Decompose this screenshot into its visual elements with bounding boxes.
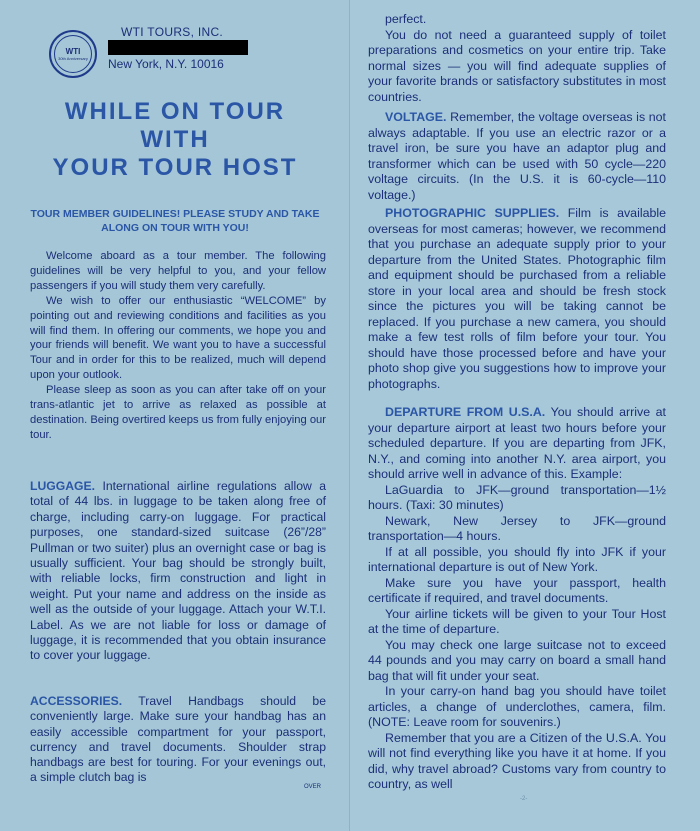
welcome-section	[30, 249, 326, 443]
toilet-paragraph: You do not need a guaranteed supply of toilet preparations and cosmetics on your entire trip. Take normal sizes — you will find adequate supplies of your favorite brands or satisfactory substitutes in most countries.	[368, 27, 666, 104]
departure-text: You should arrive at your departure airport at least two hours before your scheduled departure. If you are departing from JFK, N.Y., and coming into another N.Y. area airport, you should arrive well in advance of this. Example:	[368, 405, 666, 481]
citizen-text: Remember that you are a Citizen of the U.S.A. You will not find everything like you have it at home. If you did, why travel abroad? Customs vary from country to country, as well	[368, 730, 666, 791]
redacted-address-bar	[108, 40, 248, 55]
accessories-heading: ACCESSORIES.	[30, 694, 123, 708]
guidelines-heading: TOUR MEMBER GUIDELINES! PLEASE STUDY AND TAKE ALONG ON TOUR WITH YOU!	[30, 208, 320, 234]
title-line-2: WITH	[140, 126, 210, 153]
welcome-paragraph: Welcome aboard as a tour member. The following guidelines will be very helpful to you, and your fellow passengers if you will study them very carefully.	[30, 250, 326, 292]
luggage-text: International airline regulations allow a total of 44 lbs. in luggage to be taken along free of charge, including carry-on luggage. For practical purposes, one standard-sized suitcase (26”/28” Pullman or two suiter) plus an overnight case or bag is usually sufficient. Your bag should be strongly built, with reliable locks, firm construction and light in weight. Put your name and address on the inside as well as the outside of your luggage. Attach your W.T.I. Label. As we are not liable for loss or damage of luggage, it is recommended that you obtain insurance to cover your luggage.	[30, 479, 326, 663]
photo-heading: PHOTOGRAPHIC SUPPLIES.	[385, 206, 560, 220]
company-city: New York, N.Y. 10016	[108, 57, 224, 71]
page-number: -2-	[520, 796, 528, 802]
luggage-heading: LUGGAGE.	[30, 479, 96, 493]
departure-heading: DEPARTURE FROM U.S.A.	[385, 405, 546, 419]
photo-section	[368, 206, 666, 392]
voltage-text: Remember, the voltage overseas is not always adaptable. If you use an electric razor or a travel iron, be sure you have an adaptor plug and transformer which can be used with 50 cycle—220 voltage circuits. (In the U.S. it is 60-cycle—110 voltage.)	[368, 110, 666, 202]
if-possible-text: If at all possible, you should fly into JFK if your international departure is out of New York.	[368, 544, 666, 574]
over-label: OVER	[304, 784, 322, 790]
company-name: WTI TOURS, INC.	[121, 25, 224, 39]
seal-subtext: 30th Anniversary	[58, 56, 88, 61]
photo-text: Film is available overseas for most cameras; however, we recommend that you purchase an adequate supply prior to your departure from the United States. Photographic film and equipment should be purchased from a reliable store in your local area and should be fresh stock since the pictures you will be taking cannot be replaced. If you purchase a new camera, you should make a few test rolls of film before your tour. You should have those processed before and have your photo shop give you suggestions how to improve your photographs.	[368, 206, 666, 391]
accessories-text: Travel Handbags should be conveniently large. Make sure your handbag has an easily accessible compartment for your passport, currency and travel documents. Shoulder strap handbags are best for touring. For your evenings out, a simple clutch bag is	[30, 694, 326, 785]
passport-text: Make sure you have your passport, health certificate if required, and travel documents.	[368, 575, 666, 605]
page-title	[28, 98, 322, 182]
voltage-section	[368, 110, 666, 203]
laguardia-text: LaGuardia to JFK—ground transportation—1½ hours. (Taxi: 30 minutes)	[368, 482, 666, 512]
tickets-text: Your airline tickets will be given to your Tour Host at the time of departure.	[368, 606, 666, 636]
carryon-text: In your carry-on hand bag you should have toilet articles, a change of underclothes, camera, film. (NOTE: Leave room for souvenirs.)	[368, 684, 666, 729]
luggage-section	[30, 479, 326, 664]
departure-section	[368, 405, 666, 793]
suitcase-text: You may check one large suitcase not to exceed 44 pounds and you may carry on board a small hand bag that will fit under your seat.	[368, 637, 666, 683]
wti-seal-logo	[49, 30, 97, 78]
title-line-3: YOUR TOUR HOST	[52, 154, 298, 181]
perfect-text: perfect.	[385, 12, 427, 26]
voltage-heading: VOLTAGE.	[385, 110, 447, 124]
accessories-section	[30, 694, 326, 786]
title-line-1: WHILE ON TOUR	[64, 98, 286, 125]
sleep-paragraph: Please sleep as soon as you can after take off on your trans-atlantic jet to arrive as relaxed as possible at destination. Being overtired keeps us from fully enjoying our tour.	[30, 384, 327, 441]
toiletries-section	[368, 12, 666, 105]
newark-text: Newark, New Jersey to JFK—ground transportation—4 hours.	[368, 513, 666, 543]
wish-paragraph: We wish to offer our enthusiastic “WELCOME” by pointing out and reviewing conditions and facilities as you will find them. In offering our comments, we hope you and your friends will benefit. We want you to have a successful Tour and in order for this to be realized, much will depend upon your outlook.	[30, 294, 326, 382]
seal-text: WTI	[65, 47, 81, 56]
